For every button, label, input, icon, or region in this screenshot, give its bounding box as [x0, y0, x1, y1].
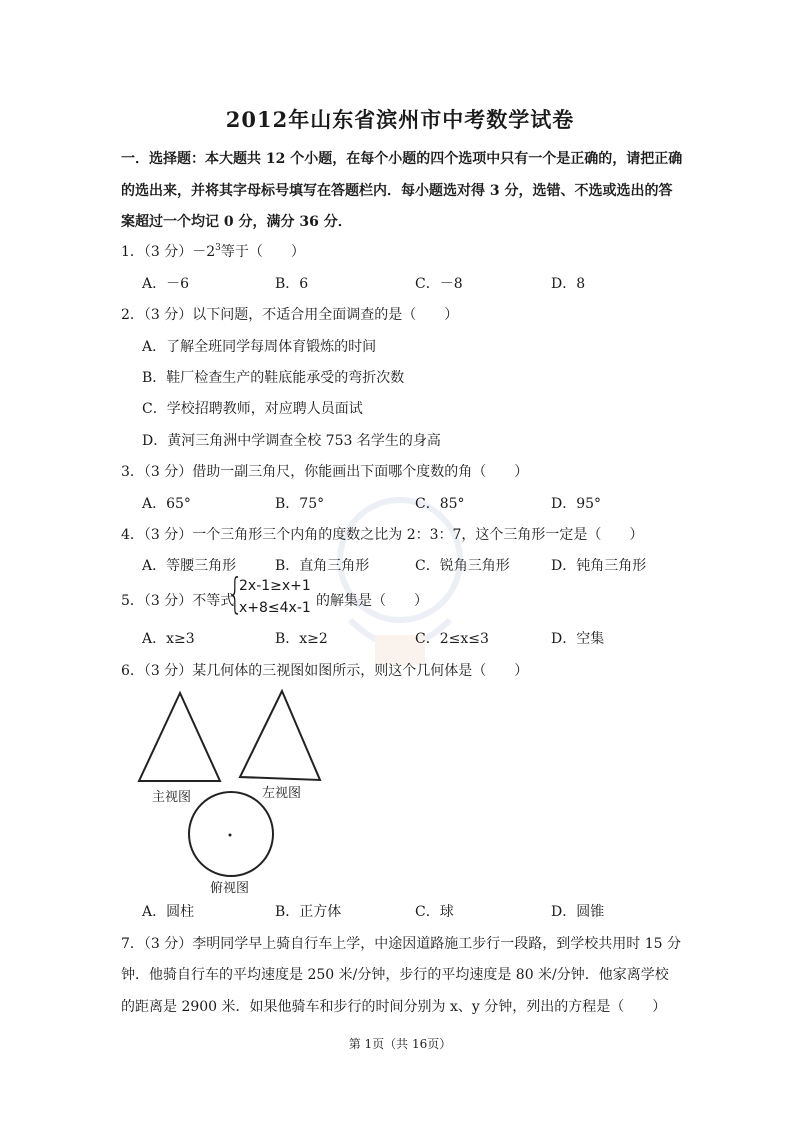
question-1-option-d: D．8: [551, 276, 586, 292]
front-view-label: 主视图: [152, 790, 192, 805]
top-view-label: 俯视图: [210, 881, 250, 896]
question-2-option-d: D．黄河三角洲中学调查全校 753 名学生的身高: [142, 433, 441, 449]
question-5-option-a: A．x≥3: [142, 631, 195, 647]
question-2-option-a: A．了解全班同学每周体育锻炼的时间: [142, 339, 377, 355]
question-3-option-a: A．65°: [142, 496, 191, 512]
page-footer: 第 1页（共 16页）: [348, 1037, 452, 1051]
question-6-stem: 6．（3 分）某几何体的三视图如图所示，则这个几何体是（ ）: [121, 663, 529, 679]
question-4-option-a: A．等腰三角形: [142, 558, 237, 574]
left-view-label: 左视图: [262, 786, 302, 801]
question-4-stem: 4．（3 分）一个三角形三个内角的度数之比为 2：3：7，这个三角形一定是（ ）: [121, 527, 644, 543]
front-view-triangle: [139, 693, 220, 781]
inequality-line-1: 2x-1≥x+1: [239, 578, 311, 594]
question-5-option-d: D．空集: [551, 631, 605, 647]
question-2-option-b: B．鞋厂检查生产的鞋底能承受的弯折次数: [142, 370, 405, 386]
inequality-line-2: x+8≤4x-1: [239, 600, 311, 616]
question-5-option-b: B．x≥2: [275, 631, 328, 647]
inequality-system: [227, 569, 317, 622]
question-5-stem-suffix: 的解集是（ ）: [316, 593, 428, 609]
question-2-option-c: C．学校招聘教师，对应聘人员面试: [142, 401, 363, 417]
section-instructions-line1: 一．选择题：本大题共 12 个小题，在每个小题的四个选项中只有一个是正确的，请把正确: [121, 151, 683, 167]
section-instructions-line3: 案超过一个均记 0 分，满分 36 分．: [121, 214, 352, 230]
question-3-option-b: B．75°: [275, 496, 325, 512]
question-5-option-c: C．2≤x≤3: [415, 631, 489, 647]
question-3-option-d: D．95°: [551, 496, 602, 512]
question-1-option-b: B．6: [275, 276, 309, 292]
question-4-option-d: D．钝角三角形: [551, 558, 647, 574]
left-view-triangle: [240, 691, 320, 780]
question-5-stem-prefix: 5．（3 分）不等式: [121, 593, 235, 609]
page-title: 2012年山东省滨州市中考数学试卷: [225, 107, 575, 132]
question-4-option-b: B．直角三角形: [275, 558, 370, 574]
question-2-stem: 2．（3 分）以下问题，不适合用全面调查的是（ ）: [121, 307, 459, 323]
question-3-option-c: C．85°: [415, 496, 465, 512]
question-1-stem: 1．（3 分）$-2^3$等于（ ）: [121, 243, 305, 260]
question-7-line1: 7．（3 分）李明同学早上骑自行车上学，中途因道路施工步行一段路，到学校共用时 15 分: [121, 936, 681, 952]
question-3-stem: 3．（3 分）借助一副三角尺，你能画出下面哪个度数的角（ ）: [121, 464, 529, 480]
question-4-option-c: C．锐角三角形: [415, 558, 510, 574]
question-6-option-a: A．圆柱: [142, 904, 195, 920]
question-7-line2: 钟．他骑自行车的平均速度是 250 米/分钟，步行的平均速度是 80 米/分钟．他家离学校: [121, 967, 669, 983]
question-1-option-c: C．－8: [415, 276, 463, 292]
top-view-center-dot: [229, 834, 232, 837]
left-brace-glyph: {: [227, 569, 244, 618]
question-6-option-d: D．圆锥: [551, 904, 605, 920]
question-1-option-a: A．－6: [142, 276, 190, 292]
question-7-line3: 的距离是 2900 米．如果他骑车和步行的时间分别为 x、y 分钟，列出的方程是（ ）: [121, 999, 667, 1015]
question-6-option-b: B．正方体: [275, 904, 342, 920]
question-6-option-c: C．球: [415, 904, 454, 920]
section-instructions-line2: 的选出来，并将其字母标号填写在答题栏内．每小题选对得 3 分，选错、不选或选出的答: [121, 183, 673, 199]
